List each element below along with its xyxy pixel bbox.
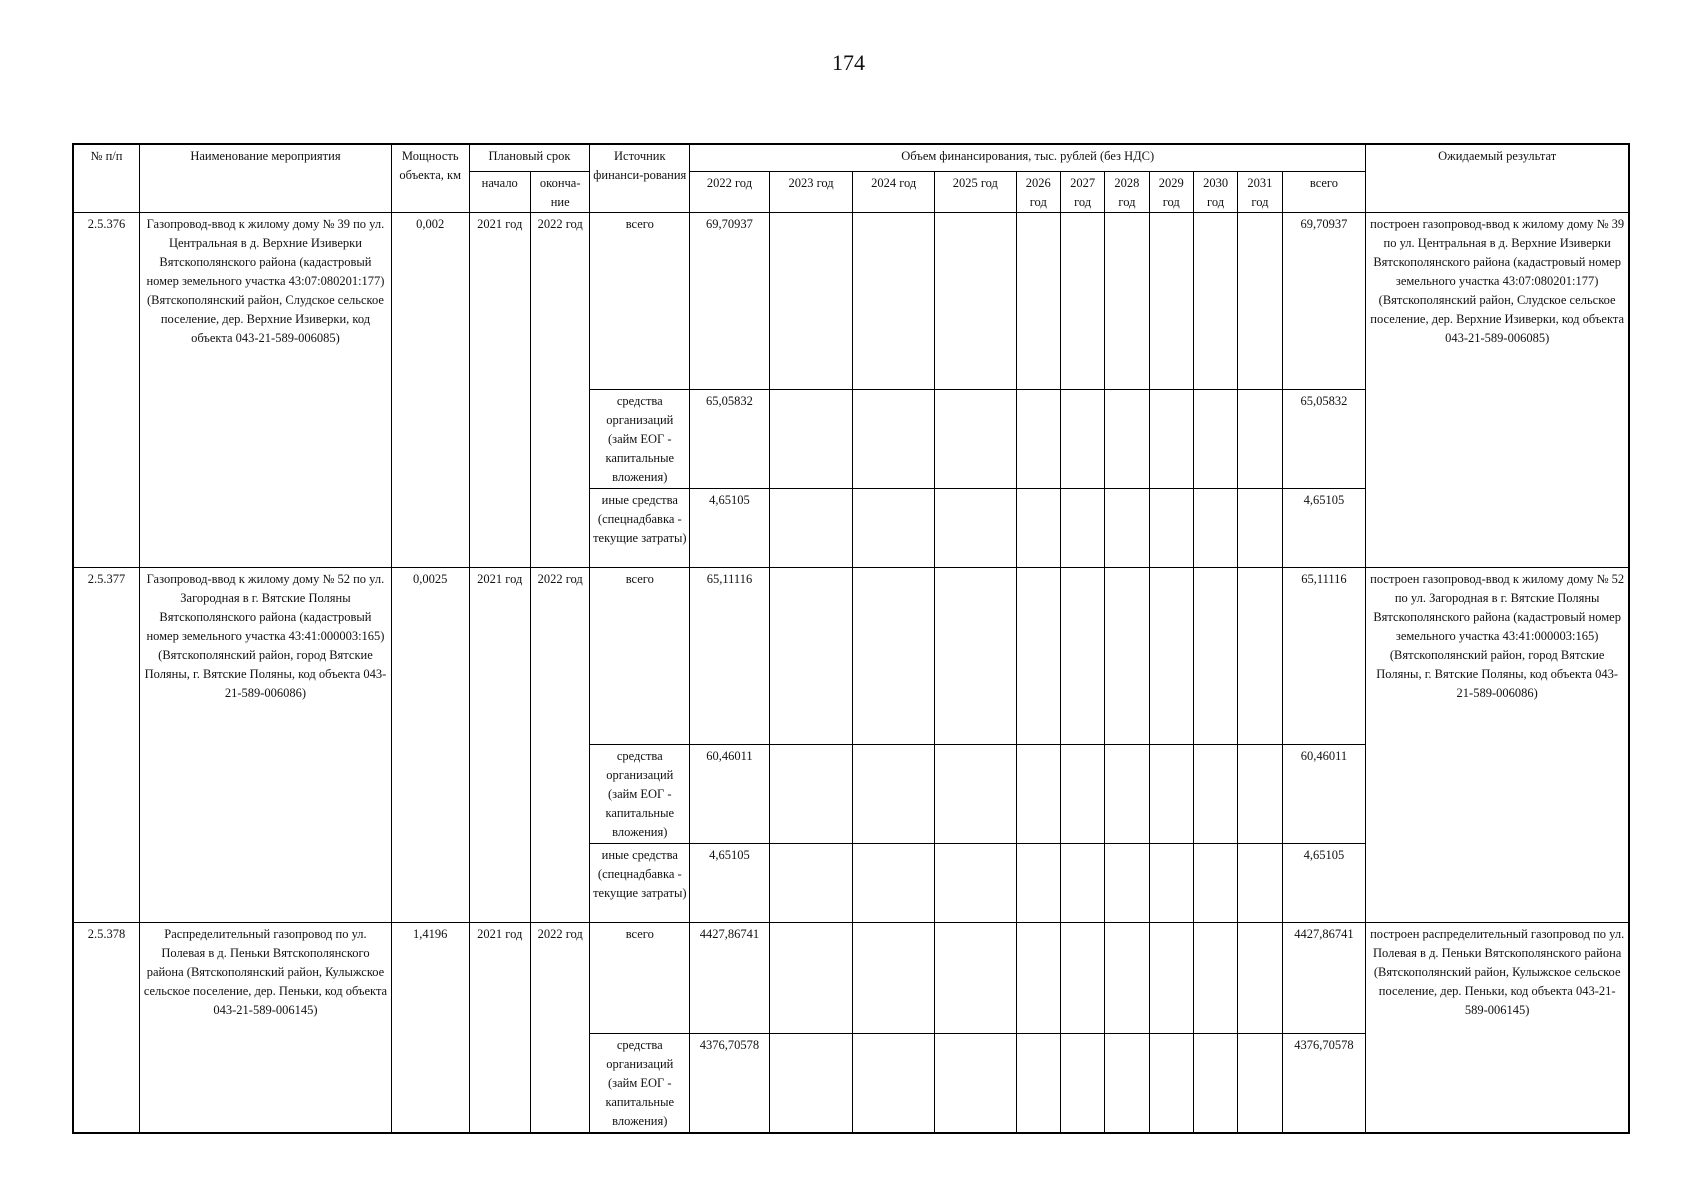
item-number: 2.5.377 <box>73 568 140 923</box>
value-empty <box>935 745 1017 844</box>
header-name: Наименование мероприятия <box>140 144 392 213</box>
value-empty <box>853 213 935 390</box>
header-end: оконча-ние <box>530 172 589 213</box>
item-number: 2.5.376 <box>73 213 140 568</box>
header-year-2029: 2029 год <box>1149 172 1193 213</box>
value-empty <box>1149 568 1193 745</box>
header-year-2031: 2031 год <box>1238 172 1282 213</box>
value-empty <box>853 568 935 745</box>
item-result: построен распределительный газопровод по ул. Полевая в д. Пеньки Вятскополянского района (Вятскополянский район, Кулыжское сельское поселение, дер. Пеньки, код объекта 043-21-589-006145) <box>1366 923 1629 1133</box>
value-empty <box>1060 844 1104 923</box>
value-empty <box>1149 844 1193 923</box>
header-num: № п/п <box>73 144 140 213</box>
value-empty <box>1193 923 1237 1034</box>
value-empty <box>1060 745 1104 844</box>
item-end: 2022 год <box>530 923 589 1133</box>
value-empty <box>1060 923 1104 1034</box>
value-empty <box>1238 568 1282 745</box>
value-2022: 4,65105 <box>690 489 770 568</box>
item-end: 2022 год <box>530 568 589 923</box>
item-end: 2022 год <box>530 213 589 568</box>
item-capacity: 0,0025 <box>391 568 469 923</box>
value-empty <box>769 568 853 745</box>
value-empty <box>853 745 935 844</box>
value-empty <box>935 923 1017 1034</box>
value-empty <box>935 844 1017 923</box>
value-empty <box>1105 1034 1149 1133</box>
header-row-1 <box>73 144 1629 172</box>
value-2022: 65,05832 <box>690 390 770 489</box>
item-name: Распределительный газопровод по ул. Полевая в д. Пеньки Вятскополянского района (Вятскополянский район, Кулыжское сельское поселение, дер. Пеньки, код объекта 043-21-589-006145) <box>140 923 392 1133</box>
value-2022: 60,46011 <box>690 745 770 844</box>
value-empty <box>769 1034 853 1133</box>
value-empty <box>1193 745 1237 844</box>
value-empty <box>1149 390 1193 489</box>
value-empty <box>769 489 853 568</box>
value-total: 4427,86741 <box>1282 923 1366 1034</box>
value-2022: 4,65105 <box>690 844 770 923</box>
value-2022: 65,11116 <box>690 568 770 745</box>
funding-source: иные средства (спецнадбавка - текущие затраты) <box>590 489 690 568</box>
funding-source: иные средства (спецнадбавка - текущие затраты) <box>590 844 690 923</box>
value-empty <box>1149 923 1193 1034</box>
funding-source: всего <box>590 213 690 390</box>
header-year-2024: 2024 год <box>853 172 935 213</box>
value-empty <box>1016 844 1060 923</box>
value-empty <box>1105 390 1149 489</box>
header-source: Источник финанси-рования <box>590 144 690 213</box>
page-number: 174 <box>832 50 865 75</box>
value-total: 65,11116 <box>1282 568 1366 745</box>
value-empty <box>853 390 935 489</box>
header-year-2030: 2030 год <box>1193 172 1237 213</box>
value-empty <box>1193 568 1237 745</box>
value-empty <box>1238 844 1282 923</box>
value-empty <box>1105 844 1149 923</box>
financing-table <box>72 143 1630 1134</box>
item-start: 2021 год <box>469 568 530 923</box>
value-empty <box>1060 213 1104 390</box>
value-empty <box>1016 923 1060 1034</box>
funding-source: средства организаций (займ ЕОГ - капитальные вложения) <box>590 745 690 844</box>
value-empty <box>1238 1034 1282 1133</box>
header-result: Ожидаемый результат <box>1366 144 1629 213</box>
value-empty <box>1016 213 1060 390</box>
value-empty <box>935 489 1017 568</box>
value-empty <box>769 923 853 1034</box>
value-empty <box>1238 213 1282 390</box>
value-empty <box>935 568 1017 745</box>
header-year-2028: 2028 год <box>1105 172 1149 213</box>
value-empty <box>1105 923 1149 1034</box>
value-empty <box>1193 489 1237 568</box>
funding-source: всего <box>590 923 690 1034</box>
header-total: всего <box>1282 172 1366 213</box>
value-empty <box>769 390 853 489</box>
value-empty <box>1016 1034 1060 1133</box>
value-empty <box>935 1034 1017 1133</box>
value-empty <box>1060 489 1104 568</box>
value-empty <box>1105 213 1149 390</box>
value-empty <box>1238 489 1282 568</box>
value-empty <box>1149 1034 1193 1133</box>
value-empty <box>1060 390 1104 489</box>
item-number: 2.5.378 <box>73 923 140 1133</box>
value-2022: 4376,70578 <box>690 1034 770 1133</box>
value-total: 60,46011 <box>1282 745 1366 844</box>
item-name: Газопровод-ввод к жилому дому № 52 по ул. Загородная в г. Вятские Поляны Вятскополянского района (кадастровый номер земельного участка 43:41:000003:165) (Вятскополянский район, город Вятские Поляны, г. Вятские Поляны, код объекта 043-21-589-006086) <box>140 568 392 923</box>
item-capacity: 1,4196 <box>391 923 469 1133</box>
value-empty <box>853 1034 935 1133</box>
value-empty <box>1193 390 1237 489</box>
header-financing: Объем финансирования, тыс. рублей (без НДС) <box>690 144 1366 172</box>
header-year-2025: 2025 год <box>935 172 1017 213</box>
value-empty <box>1149 489 1193 568</box>
value-total: 4,65105 <box>1282 844 1366 923</box>
item-start: 2021 год <box>469 923 530 1133</box>
value-empty <box>769 844 853 923</box>
funding-source: всего <box>590 568 690 745</box>
value-empty <box>935 390 1017 489</box>
value-empty <box>1149 213 1193 390</box>
header-planned-term: Плановый срок <box>469 144 590 172</box>
value-2022: 4427,86741 <box>690 923 770 1034</box>
value-empty <box>1060 568 1104 745</box>
value-empty <box>1193 1034 1237 1133</box>
value-empty <box>769 745 853 844</box>
item-name: Газопровод-ввод к жилому дому № 39 по ул. Центральная в д. Верхние Изиверки Вятскополянского района (кадастровый номер земельного участка 43:07:080201:177) (Вятскополянский район, Слудское сельское поселение, дер. Верхние Изиверки, код объекта 043-21-589-006085) <box>140 213 392 568</box>
header-year-2027: 2027 год <box>1060 172 1104 213</box>
value-total: 4376,70578 <box>1282 1034 1366 1133</box>
value-empty <box>1193 844 1237 923</box>
value-total: 69,70937 <box>1282 213 1366 390</box>
value-2022: 69,70937 <box>690 213 770 390</box>
value-empty <box>853 923 935 1034</box>
value-empty <box>1238 745 1282 844</box>
value-empty <box>1238 923 1282 1034</box>
header-year-2023: 2023 год <box>769 172 853 213</box>
table-row <box>73 213 1629 390</box>
value-empty <box>1193 213 1237 390</box>
value-empty <box>853 844 935 923</box>
table-row <box>73 568 1629 745</box>
item-result: построен газопровод-ввод к жилому дому № 52 по ул. Загородная в г. Вятские Поляны Вятскополянского района (кадастровый номер земельного участка 43:41:000003:165) (Вятскополянский район, город Вятские Поляны, г. Вятские Поляны, код объекта 043-21-589-006086) <box>1366 568 1629 923</box>
value-empty <box>1105 489 1149 568</box>
value-empty <box>1016 745 1060 844</box>
funding-source: средства организаций (займ ЕОГ - капитальные вложения) <box>590 390 690 489</box>
value-empty <box>1105 745 1149 844</box>
value-empty <box>1016 390 1060 489</box>
value-empty <box>1149 745 1193 844</box>
funding-source: средства организаций (займ ЕОГ - капитальные вложения) <box>590 1034 690 1133</box>
value-empty <box>1016 489 1060 568</box>
value-empty <box>935 213 1017 390</box>
item-result: построен газопровод-ввод к жилому дому № 39 по ул. Центральная в д. Верхние Изиверки Вятскополянского района (кадастровый номер земельного участка 43:07:080201:177) (Вятскополянский район, Слудское сельское поселение, дер. Верхние Изиверки, код объекта 043-21-589-006085) <box>1366 213 1629 568</box>
value-empty <box>1016 568 1060 745</box>
value-empty <box>1238 390 1282 489</box>
item-start: 2021 год <box>469 213 530 568</box>
header-year-2026: 2026 год <box>1016 172 1060 213</box>
header-year-2022: 2022 год <box>690 172 770 213</box>
value-empty <box>1105 568 1149 745</box>
header-capacity: Мощность объекта, км <box>391 144 469 213</box>
value-empty <box>853 489 935 568</box>
value-empty <box>769 213 853 390</box>
value-total: 4,65105 <box>1282 489 1366 568</box>
value-empty <box>1060 1034 1104 1133</box>
item-capacity: 0,002 <box>391 213 469 568</box>
header-start: начало <box>469 172 530 213</box>
table-row <box>73 923 1629 1034</box>
value-total: 65,05832 <box>1282 390 1366 489</box>
